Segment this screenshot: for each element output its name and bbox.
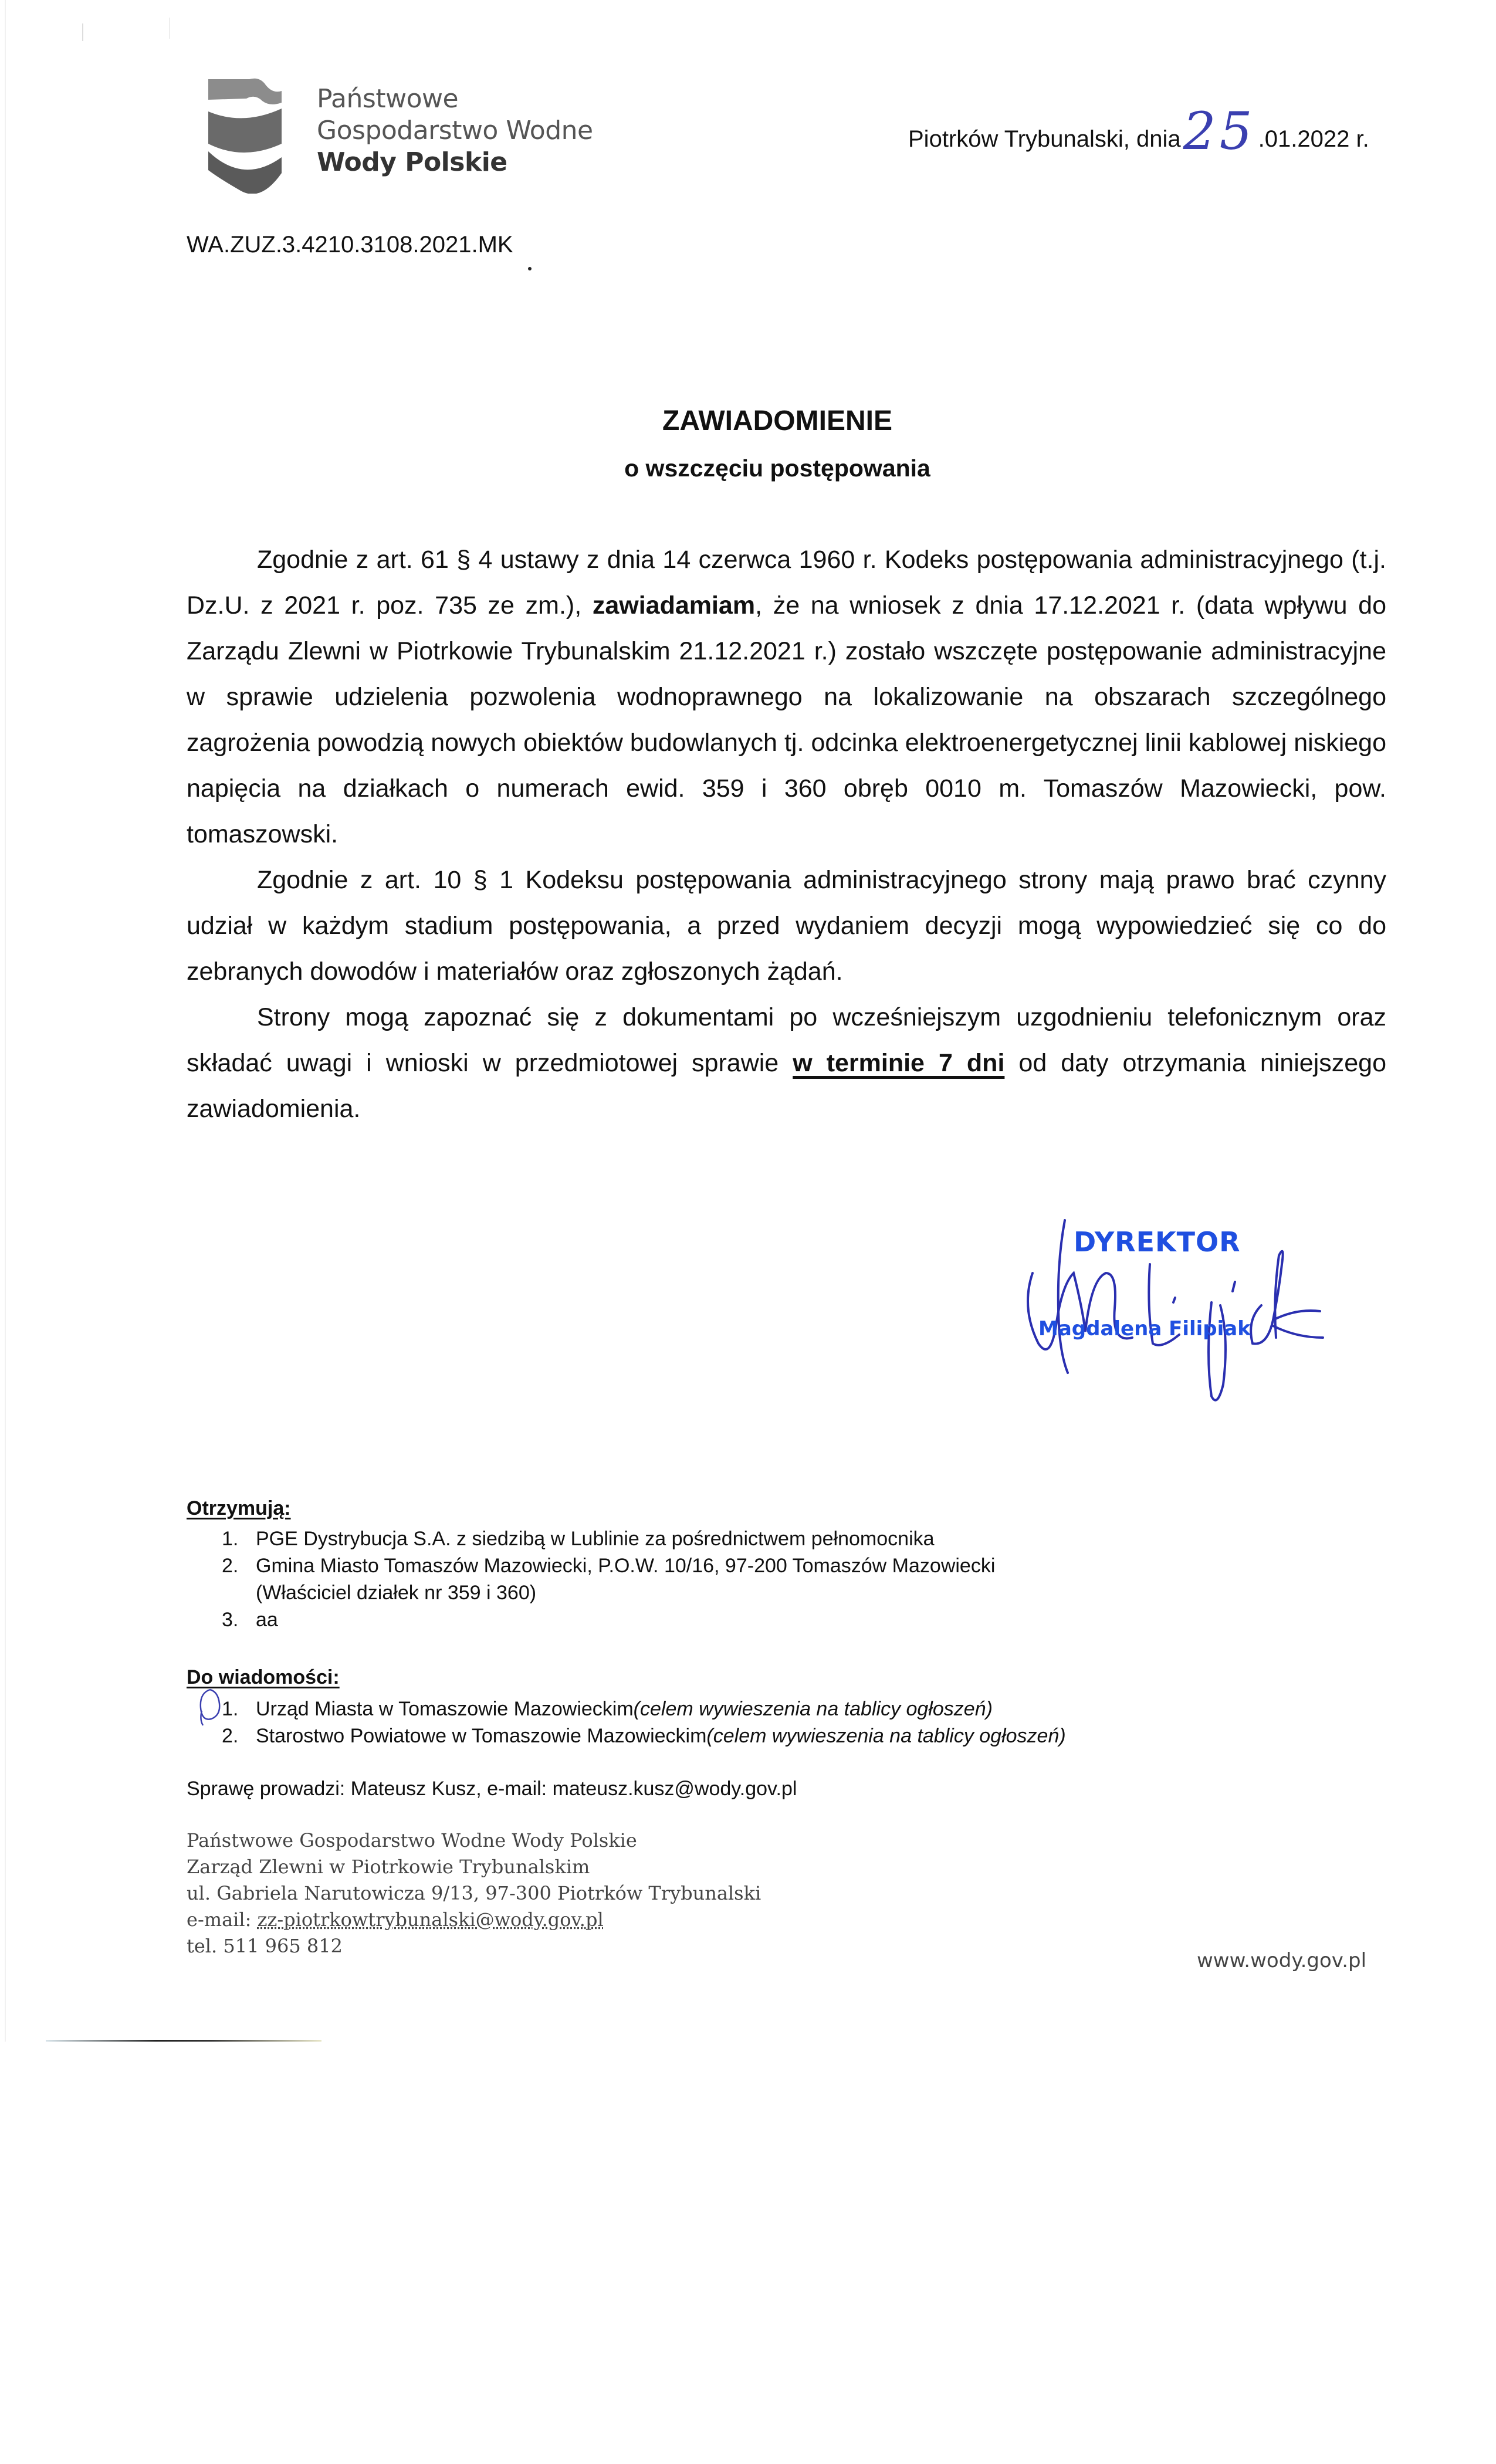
paragraph-2: Zgodnie z art. 10 § 1 Kodeksu postępowania administracyjnego strony mają prawo brać czynny udział w każdym stadium postępowania, a przed wydaniem decyzji mogą wypowiedzieć się co do zebranych dowodów i materiałów oraz zgłoszonych żądań. bbox=[187, 866, 1386, 986]
item-text: Urząd Miasta w Tomaszowie Mazowieckim bbox=[256, 1698, 634, 1720]
item-note: (celem wywieszenia na tablicy ogłoszeń) bbox=[633, 1698, 993, 1720]
list-item bbox=[187, 1722, 1301, 1749]
paragraph-1-bold: zawiadamiam bbox=[592, 591, 756, 620]
item-text: PGE Dystrybucja S.A. z siedzibą w Lublinie za pośrednictwem pełnomocnika bbox=[256, 1528, 935, 1550]
org-name-line2: Gospodarstwo Wodne bbox=[317, 116, 593, 145]
item-number: 1. bbox=[222, 1528, 239, 1550]
signature-stamp bbox=[1038, 1226, 1420, 1420]
footer-address bbox=[187, 1827, 761, 1959]
list-item bbox=[187, 1525, 1301, 1552]
paragraph-3 bbox=[187, 994, 1386, 1132]
date-prefix: Piotrków Trybunalski, dnia bbox=[908, 126, 1181, 152]
list-item bbox=[187, 1552, 1301, 1606]
date-suffix: .01.2022 r. bbox=[1258, 126, 1369, 152]
footer-website[interactable]: www.wody.gov.pl bbox=[1197, 1949, 1367, 1972]
scan-speck bbox=[528, 267, 532, 270]
handwritten-signature-icon bbox=[1015, 1209, 1390, 1408]
paragraph-1 bbox=[187, 537, 1386, 857]
for-information-list bbox=[187, 1695, 1301, 1749]
item-number: 3. bbox=[222, 1609, 239, 1631]
paragraph-3-text-cont: od daty otrzymania niniejszego zawiadomienia. bbox=[187, 1049, 1386, 1123]
item-text: aa bbox=[256, 1609, 278, 1631]
scan-divider-line bbox=[46, 2040, 321, 2042]
stamp-title: DYREKTOR bbox=[1074, 1226, 1241, 1258]
recipients-heading: Otrzymują: bbox=[187, 1497, 291, 1519]
list-item bbox=[187, 1695, 1301, 1722]
footer-email-line bbox=[187, 1907, 761, 1933]
wody-polskie-waves-logo-icon bbox=[208, 76, 308, 194]
footer-org: Państwowe Gospodarstwo Wodne Wody Polskie bbox=[187, 1829, 637, 1852]
item-number: 2. bbox=[222, 1725, 239, 1747]
footer-street: ul. Gabriela Narutowicza 9/13, 97-300 Piotrków Trybunalski bbox=[187, 1882, 761, 1904]
item-note: (celem wywieszenia na tablicy ogłoszeń) bbox=[706, 1725, 1066, 1747]
for-information-heading: Do wiadomości: bbox=[187, 1666, 340, 1688]
item-note: (Właściciel działek nr 359 i 360) bbox=[256, 1582, 537, 1604]
item-text: Starostwo Powiatowe w Tomaszowie Mazowieckim bbox=[256, 1725, 707, 1747]
item-number: 1. bbox=[222, 1698, 239, 1720]
footer-email-label: e-mail: bbox=[187, 1908, 258, 1931]
org-name-line1: Państwowe bbox=[317, 84, 459, 114]
paragraph-3-text: Strony mogą zapoznać się z dokumentami po wcześniejszym uzgodnieniu telefonicznym oraz składać uwagi i wnioski w przedmiotowej sprawie bbox=[187, 1003, 1386, 1077]
stamp-name: Magdalena Filipiak bbox=[1038, 1317, 1251, 1341]
document-title: ZAWIADOMIENIE bbox=[662, 405, 892, 436]
letterhead-logo bbox=[208, 76, 619, 194]
date-day-handwritten: 25 bbox=[1183, 101, 1256, 161]
footer-email-link[interactable]: zz-piotrkowtrybunalski@wody.gov.pl bbox=[257, 1908, 604, 1931]
recipients-list bbox=[187, 1525, 1301, 1633]
item-number: 2. bbox=[222, 1555, 239, 1577]
scan-artifact bbox=[169, 18, 170, 39]
document-subtitle: o wszczęciu postępowania bbox=[624, 455, 930, 482]
reference-number: WA.ZUZ.3.4210.3108.2021.MK bbox=[187, 232, 513, 258]
scan-artifact bbox=[82, 23, 83, 41]
org-name-line3: Wody Polskie bbox=[317, 147, 507, 177]
deadline-emphasis: w terminie 7 dni bbox=[793, 1049, 1005, 1077]
paragraph-1-text-cont: , że na wniosek z dnia 17.12.2021 r. (data wpływu do Zarządu Zlewni w Piotrkowie Trybunalskim 21.12.2021 r.) zostało wszczęte postępowanie administracyjne w sprawie udzielenia pozwolenia wodnoprawnego na lokalizowanie na obszarach szczególnego zagrożenia powodzią nowych obiektów budowlanych tj. odcinka elektroenergetycznej linii kablowej niskiego napięcia na działkach o numerach ewid. 359 i 360 obręb 0010 m. Tomaszów Mazowiecki, pow. tomaszowski. bbox=[187, 591, 1386, 848]
list-item bbox=[187, 1606, 1301, 1633]
footer-unit: Zarząd Zlewni w Piotrkowie Trybunalskim bbox=[187, 1856, 590, 1878]
scan-edge bbox=[5, 0, 6, 2042]
case-handler: Sprawę prowadzi: Mateusz Kusz, e-mail: mateusz.kusz@wody.gov.pl bbox=[187, 1778, 797, 1800]
footer-phone: tel. 511 965 812 bbox=[187, 1935, 343, 1957]
paragraph-1-text: Zgodnie z art. 61 § 4 ustawy z dnia 14 czerwca 1960 r. Kodeks postępowania administracyjnego (t.j. Dz.U. z 2021 r. poz. 735 ze zm.), bbox=[187, 546, 1386, 620]
item-text: Gmina Miasto Tomaszów Mazowiecki, P.O.W. 10/16, 97-200 Tomaszów Mazowiecki bbox=[256, 1555, 996, 1577]
document-body bbox=[187, 537, 1386, 1132]
date-line bbox=[908, 99, 1369, 159]
